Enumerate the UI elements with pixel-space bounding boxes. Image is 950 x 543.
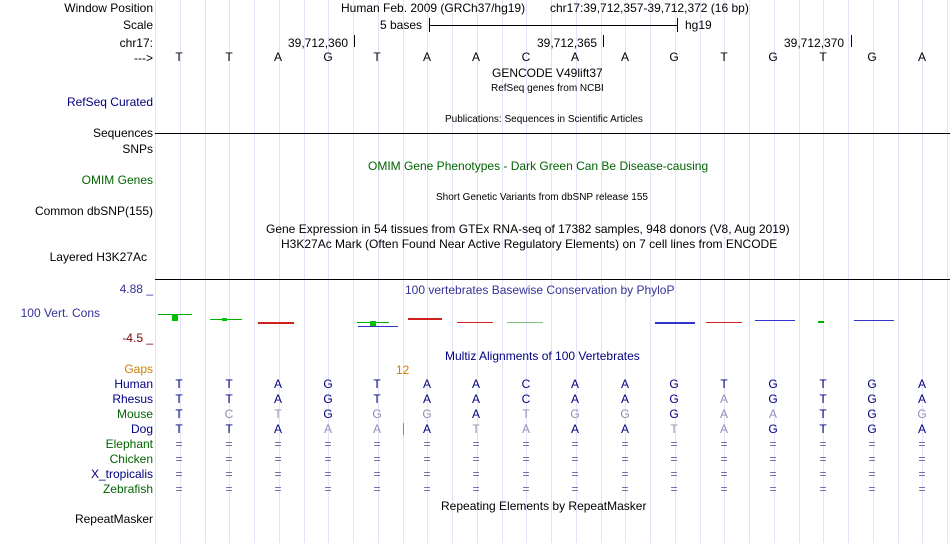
- phylop-bar: [854, 320, 894, 321]
- alignment-base: =: [819, 452, 827, 466]
- scale-label: Scale: [122, 18, 153, 32]
- alignment-base: A: [471, 377, 480, 391]
- scale-bar-label: 5 bases: [380, 18, 423, 32]
- phylop-min-label: -4.5 _: [122, 331, 153, 345]
- coord-label-1: 39,712,360: [288, 36, 349, 50]
- reference-base: A: [422, 50, 431, 64]
- dbsnp-track-label[interactable]: Common dbSNP(155): [34, 204, 153, 218]
- alignment-base: T: [373, 392, 381, 406]
- alignment-base: =: [918, 467, 926, 481]
- alignment-base: =: [274, 437, 282, 451]
- alignment-base: =: [769, 467, 777, 481]
- h3k27ac-track-label[interactable]: Layered H3K27Ac: [49, 250, 147, 264]
- coord-tick-1: [354, 35, 355, 47]
- gridline: [848, 0, 849, 543]
- alignment-base: G: [867, 392, 877, 406]
- alignment-base: =: [769, 437, 777, 451]
- alignment-base: G: [372, 407, 382, 421]
- alignment-base: T: [373, 377, 381, 391]
- alignment-base: A: [917, 392, 926, 406]
- alignment-base: A: [570, 422, 579, 436]
- alignment-base: =: [373, 467, 381, 481]
- reference-base: A: [273, 50, 282, 64]
- alignment-base: G: [669, 407, 679, 421]
- alignment-base: C: [521, 392, 531, 406]
- alignment-base: =: [571, 467, 579, 481]
- reference-base: A: [620, 50, 629, 64]
- phylop-bar: [706, 322, 742, 323]
- snps-track-label[interactable]: SNPs: [122, 142, 153, 156]
- alignment-base: =: [324, 467, 332, 481]
- alignment-base: =: [423, 482, 431, 496]
- gridline: [799, 0, 800, 543]
- reference-base: T: [373, 50, 381, 64]
- species-label[interactable]: Zebrafish: [102, 482, 153, 496]
- alignment-base: G: [917, 407, 927, 421]
- omim-track-label[interactable]: OMIM Genes: [81, 173, 153, 187]
- alignment-base: C: [224, 407, 234, 421]
- reference-base: G: [768, 50, 778, 64]
- alignment-base: A: [620, 377, 629, 391]
- gridline: [650, 0, 651, 543]
- alignment-base: =: [324, 452, 332, 466]
- alignment-base: T: [175, 407, 183, 421]
- reference-base: T: [225, 50, 233, 64]
- reference-base: G: [669, 50, 679, 64]
- reference-base: T: [175, 50, 183, 64]
- alignment-base: =: [670, 437, 678, 451]
- alignment-base: G: [768, 392, 778, 406]
- alignment-base: =: [571, 452, 579, 466]
- alignment-base: A: [570, 392, 579, 406]
- gridline: [452, 0, 453, 543]
- alignment-base: =: [225, 452, 233, 466]
- phylop-bar: [655, 322, 695, 324]
- alignment-base: =: [472, 482, 480, 496]
- alignment-base: =: [720, 482, 728, 496]
- assembly-title: Human Feb. 2009 (GRCh37/hg19): [341, 1, 526, 15]
- alignment-base: =: [175, 467, 183, 481]
- alignment-base: =: [571, 482, 579, 496]
- alignment-base: =: [423, 437, 431, 451]
- alignment-base: =: [670, 452, 678, 466]
- alignment-base: =: [472, 452, 480, 466]
- alignment-base: A: [372, 422, 381, 436]
- gtex-track-title[interactable]: Gene Expression in 54 tissues from GTEx RNA-seq of 17382 samples, 948 donors (V8, Aug 2019): [266, 222, 790, 236]
- alignment-base: T: [175, 422, 183, 436]
- alignment-base: =: [621, 437, 629, 451]
- alignment-base: A: [471, 407, 480, 421]
- species-label[interactable]: Chicken: [109, 452, 153, 466]
- alignment-base: A: [471, 392, 480, 406]
- scale-bar-line: [429, 25, 677, 26]
- alignment-base: =: [868, 437, 876, 451]
- gridline: [205, 0, 206, 543]
- alignment-base: =: [918, 452, 926, 466]
- alignment-base: T: [225, 377, 233, 391]
- window-position-label: Window Position: [64, 1, 153, 15]
- sequences-track-label[interactable]: Sequences: [92, 126, 153, 140]
- alignment-base: =: [175, 452, 183, 466]
- alignment-base: =: [472, 467, 480, 481]
- alignment-base: A: [273, 377, 282, 391]
- alignment-base: T: [720, 377, 728, 391]
- species-label[interactable]: Dog: [130, 422, 153, 436]
- chrom-label: chr17:: [119, 36, 153, 50]
- alignment-base: =: [918, 482, 926, 496]
- alignment-base: A: [620, 392, 629, 406]
- alignment-base: G: [422, 407, 432, 421]
- alignment-base: =: [373, 452, 381, 466]
- alignment-base: A: [422, 392, 431, 406]
- alignment-base: =: [868, 482, 876, 496]
- alignment-base: =: [324, 482, 332, 496]
- phylop-track-title[interactable]: 100 vertebrates Basewise Conservation by PhyloP: [405, 283, 675, 297]
- alignment-base: A: [917, 422, 926, 436]
- coord-label-3: 39,712,370: [784, 36, 845, 50]
- alignment-base: =: [769, 482, 777, 496]
- phylop-bar: [457, 322, 493, 323]
- alignment-base: G: [669, 392, 679, 406]
- gridline: [254, 0, 255, 543]
- alignment-base: A: [620, 422, 629, 436]
- alignment-base: =: [373, 437, 381, 451]
- alignment-base: =: [225, 482, 233, 496]
- alignment-base: =: [225, 437, 233, 451]
- alignment-base: T: [670, 422, 678, 436]
- alignment-base: =: [274, 467, 282, 481]
- alignment-base: A: [768, 407, 777, 421]
- alignment-base: =: [522, 452, 530, 466]
- alignment-base: =: [819, 482, 827, 496]
- alignment-base: =: [373, 482, 381, 496]
- alignment-base: =: [472, 437, 480, 451]
- alignment-base: G: [768, 422, 778, 436]
- alignment-base: =: [918, 437, 926, 451]
- alignment-base: A: [273, 422, 282, 436]
- alignment-base: A: [719, 422, 728, 436]
- strand-toggle[interactable]: --->: [134, 51, 153, 65]
- phylop-bar: [818, 321, 824, 323]
- refseq-track-title[interactable]: RefSeq genes from NCBI: [491, 83, 604, 94]
- reference-base: A: [471, 50, 480, 64]
- phylop-bar: [258, 322, 294, 324]
- phylop-bar: [172, 315, 178, 321]
- reference-base: T: [720, 50, 728, 64]
- species-label[interactable]: Human: [114, 377, 153, 391]
- scale-bar-right-end: [677, 18, 678, 32]
- alignment-base: =: [571, 437, 579, 451]
- species-label[interactable]: X_tropicalis: [90, 467, 153, 481]
- alignment-base: T: [522, 407, 530, 421]
- alignment-base: G: [620, 407, 630, 421]
- alignment-base: =: [274, 452, 282, 466]
- alignment-base: =: [769, 452, 777, 466]
- phylop-max-label: 4.88 _: [119, 282, 153, 296]
- alignment-base: =: [720, 467, 728, 481]
- reference-base: G: [323, 50, 333, 64]
- alignment-base: =: [720, 437, 728, 451]
- reference-base: T: [819, 50, 827, 64]
- alignment-base: T: [819, 407, 827, 421]
- vertcons-track-label[interactable]: 100 Vert. Cons: [20, 306, 100, 320]
- phylop-bar: [408, 318, 442, 320]
- alignment-base: G: [323, 377, 333, 391]
- alignment-base: =: [670, 467, 678, 481]
- alignment-base: T: [819, 377, 827, 391]
- alignment-base: A: [570, 377, 579, 391]
- alignment-base: =: [522, 467, 530, 481]
- alignment-base: T: [819, 422, 827, 436]
- refseq-track-label[interactable]: RefSeq Curated: [66, 95, 153, 109]
- coord-tick-2: [603, 35, 604, 47]
- phylop-bar: [507, 322, 543, 323]
- alignment-base: =: [274, 482, 282, 496]
- gridline: [947, 0, 948, 543]
- coord-label-2: 39,712,365: [537, 36, 598, 50]
- gridline: [898, 0, 899, 543]
- alignment-base: =: [225, 467, 233, 481]
- alignment-base: G: [669, 377, 679, 391]
- alignment-base: =: [175, 482, 183, 496]
- species-label[interactable]: Mouse: [116, 407, 153, 421]
- window-position-range: chr17:39,712,357-39,712,372 (16 bp): [550, 1, 749, 15]
- species-label[interactable]: Elephant: [105, 437, 153, 451]
- publications-track-title[interactable]: Publications: Sequences in Scientific Articles: [445, 114, 643, 125]
- alignment-base: A: [422, 377, 431, 391]
- alignment-base: A: [521, 422, 530, 436]
- gridline: [403, 0, 404, 543]
- gridline: [700, 0, 701, 543]
- omim-track-title[interactable]: OMIM Gene Phenotypes - Dark Green Can Be Disease-causing: [368, 159, 709, 173]
- alignment-base: =: [423, 467, 431, 481]
- h3k27ac-track-title[interactable]: H3K27Ac Mark (Often Found Near Active Regulatory Elements) on 7 cell lines from ENCODE: [281, 237, 778, 251]
- alignment-base: T: [175, 392, 183, 406]
- phylop-bar: [222, 318, 227, 321]
- alignment-base: G: [323, 392, 333, 406]
- alignment-base: A: [422, 422, 431, 436]
- multiz-track-title[interactable]: Multiz Alignments of 100 Vertebrates: [445, 349, 640, 363]
- alignment-base: =: [324, 437, 332, 451]
- scale-bar-db: hg19: [685, 18, 712, 32]
- species-label[interactable]: Rhesus: [112, 392, 153, 406]
- gap-marker: [403, 423, 404, 435]
- reference-base: C: [521, 50, 531, 64]
- repeatmasker-track-label[interactable]: RepeatMasker: [74, 512, 153, 526]
- alignment-base: =: [868, 467, 876, 481]
- alignment-base: G: [570, 407, 580, 421]
- gridline: [749, 0, 750, 543]
- alignment-base: =: [868, 452, 876, 466]
- alignment-base: =: [522, 437, 530, 451]
- alignment-base: =: [670, 482, 678, 496]
- alignment-base: T: [472, 422, 480, 436]
- gencode-track-title[interactable]: GENCODE V49lift37: [492, 66, 603, 80]
- alignment-base: T: [225, 422, 233, 436]
- reference-base: A: [917, 50, 926, 64]
- alignment-base: G: [867, 407, 877, 421]
- alignment-base: =: [621, 452, 629, 466]
- conservation-divider: [155, 279, 950, 280]
- reference-base: G: [867, 50, 877, 64]
- alignment-base: =: [819, 437, 827, 451]
- alignment-base: =: [175, 437, 183, 451]
- alignment-base: G: [867, 377, 877, 391]
- alignment-base: G: [768, 377, 778, 391]
- alignment-base: T: [819, 392, 827, 406]
- gaps-label: Gaps: [124, 362, 153, 376]
- coord-tick-3: [851, 35, 852, 47]
- dbsnp-track-title[interactable]: Short Genetic Variants from dbSNP release 155: [436, 192, 648, 203]
- alignment-base: =: [621, 467, 629, 481]
- alignment-base: =: [423, 452, 431, 466]
- gridline: [353, 0, 354, 543]
- phylop-bar: [755, 320, 795, 321]
- alignment-base: A: [719, 392, 728, 406]
- phylop-bar: [358, 326, 398, 327]
- alignment-base: G: [867, 422, 877, 436]
- repeatmasker-track-title[interactable]: Repeating Elements by RepeatMasker: [441, 499, 647, 513]
- gap-count: 12: [396, 363, 410, 377]
- gridline: [155, 0, 156, 543]
- reference-base: A: [570, 50, 579, 64]
- alignment-base: T: [274, 407, 282, 421]
- alignment-base: A: [719, 407, 728, 421]
- alignment-base: A: [273, 392, 282, 406]
- alignment-base: =: [522, 482, 530, 496]
- alignment-base: A: [323, 422, 332, 436]
- gridline: [304, 0, 305, 543]
- alignment-base: =: [720, 452, 728, 466]
- alignment-base: =: [621, 482, 629, 496]
- alignment-base: =: [819, 467, 827, 481]
- alignment-base: G: [323, 407, 333, 421]
- alignment-base: T: [225, 392, 233, 406]
- alignment-base: A: [917, 377, 926, 391]
- sequences-divider: [155, 133, 950, 134]
- alignment-base: T: [175, 377, 183, 391]
- alignment-base: C: [521, 377, 531, 391]
